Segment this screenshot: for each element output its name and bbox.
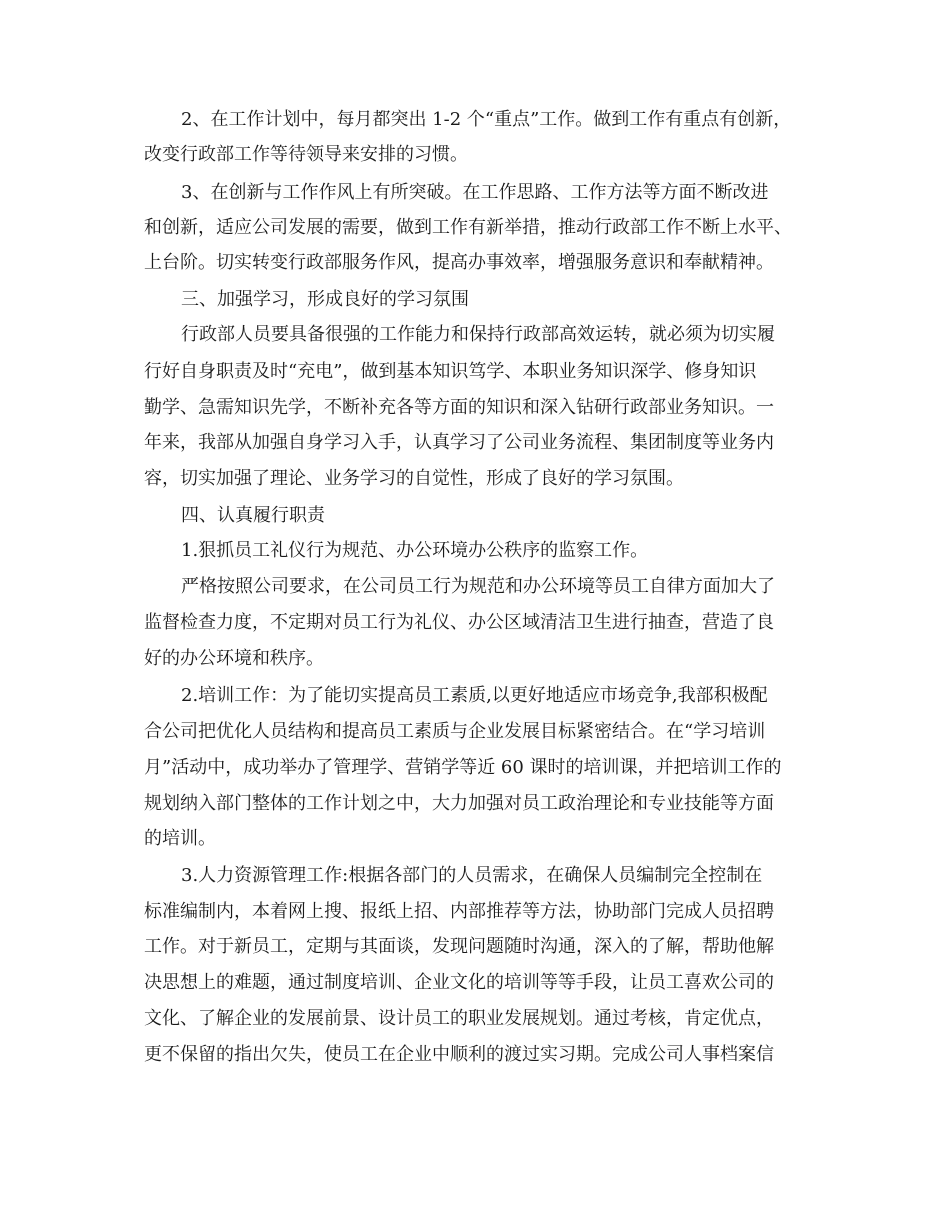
text-line: 行政部人员要具备很强的工作能力和保持行政部高效运转，就必须为切实履 [181,324,775,345]
text-line: 和创新，适应公司发展的需要，做到工作有新举措，推动行政部工作不断上水平、 [144,217,792,238]
text-line: 行好自身职责及时“充电”，做到基本知识笃学、本职业务知识深学、修身知识 [144,361,757,382]
section-heading: 四、认真履行职责 [181,505,325,526]
text-line: 改变行政部工作等待领导来安排的习惯。 [144,144,468,165]
text-line: 2.培训工作：为了能切实提高员工素质,以更好地适应市场竞争,我部积极配 [181,685,768,706]
text-line: 决思想上的难题，通过制度培训、企业文化的培训等等手段，让员工喜欢公司的 [144,972,774,993]
text-line: 2、在工作计划中，每月都突出 1-2 个“重点”工作。做到工作有重点有创新， [181,109,792,130]
text-line: 的培训。 [144,828,216,849]
text-line: 合公司把优化人员结构和提高员工素质与企业发展目标紧密结合。在“学习培训 [144,721,766,742]
text-line: 文化、了解企业的发展前景、设计员工的职业发展规划。通过考核，肯定优点， [144,1008,774,1029]
text-line: 监督检查力度，不定期对员工行为礼仪、办公区域清洁卫生进行抽查，营造了良 [144,612,774,633]
text-line: 勤学、急需知识先学，不断补充各等方面的知识和深入钻研行政部业务知识。一 [144,397,774,418]
text-line: 上台阶。切实转变行政部服务作风，提高办事效率，增强服务意识和奉献精神。 [144,252,774,273]
text-line: 年来，我部从加强自身学习入手，认真学习了公司业务流程、集团制度等业务内 [144,432,774,453]
text-line: 规划纳入部门整体的工作计划之中，大力加强对员工政治理论和专业技能等方面 [144,793,774,814]
subsection-heading: 1.狠抓员工礼仪行为规范、办公环境办公秩序的监察工作。 [181,540,649,561]
text-line: 3、在创新与工作作风上有所突破。在工作思路、工作方法等方面不断改进 [181,182,769,203]
text-line: 更不保留的指出欠失，使员工在企业中顺利的渡过实习期。完成公司人事档案信 [144,1044,774,1065]
text-line: 好的办公环境和秩序。 [144,648,324,669]
text-line: 工作。对于新员工，定期与其面谈，发现问题随时沟通，深入的了解，帮助他解 [144,936,774,957]
text-line: 3.人力资源管理工作:根据各部门的人员需求，在确保人员编制完全控制在 [181,865,763,886]
text-line: 月”活动中，成功举办了管理学、营销学等近 60 课时的培训课，并把培训工作的 [144,757,782,778]
text-line: 标准编制内，本着网上搜、报纸上招、内部推荐等方法，协助部门完成人员招聘 [144,901,774,922]
text-line: 严格按照公司要求，在公司员工行为规范和办公环境等员工自律方面加大了 [181,576,775,597]
text-line: 容，切实加强了理论、业务学习的自觉性，形成了良好的学习氛围。 [144,468,684,489]
section-heading: 三、加强学习，形成良好的学习氛围 [181,289,469,310]
